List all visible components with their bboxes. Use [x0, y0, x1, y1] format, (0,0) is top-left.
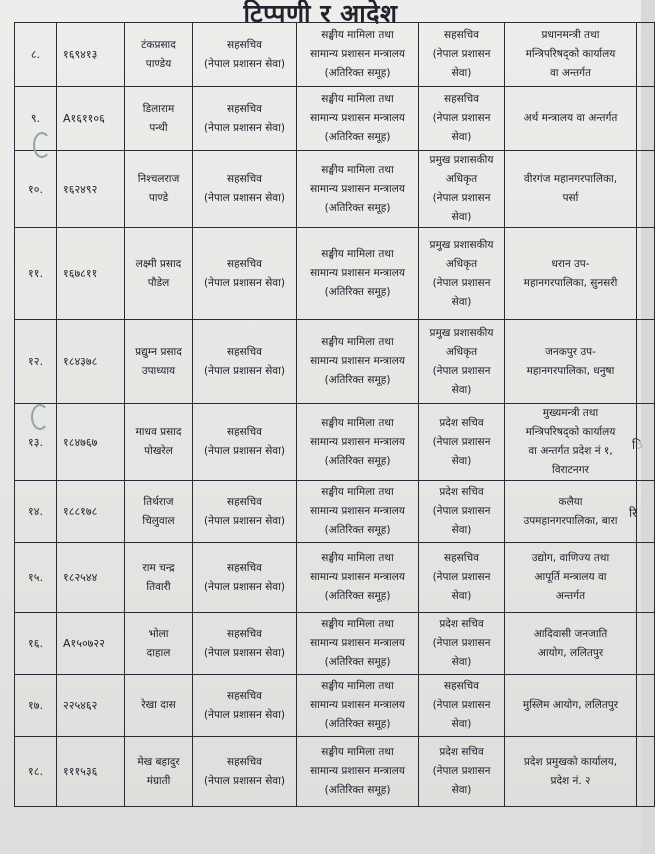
new-office-cell — [505, 23, 637, 87]
employee-name-cell — [125, 404, 193, 481]
new-post-cell — [419, 543, 505, 613]
serial-number-cell: १३. — [15, 404, 57, 481]
new-post-line: (नेपाल प्रशासन — [432, 112, 491, 124]
new-office-line: मन्त्रिपरिषद्को कार्यालय — [525, 48, 616, 60]
current-post-cell — [193, 543, 297, 613]
current-office-cell — [297, 543, 419, 613]
current-post-line: (नेपाल प्रशासन सेवा) — [204, 646, 285, 659]
employee-name-line: लक्ष्मी प्रसाद — [135, 257, 182, 270]
serial-number-cell: ८. — [15, 23, 57, 87]
current-office-line: (अतिरिक्त समूह) — [324, 718, 391, 730]
current-post-cell — [193, 404, 297, 481]
punch-hole-mark — [31, 404, 49, 430]
current-office-cell — [297, 481, 419, 543]
new-office-line: उद्योग, वाणिज्य तथा — [531, 552, 610, 564]
table-row — [15, 404, 655, 481]
employee-name-line: पाण्डे — [148, 192, 169, 204]
current-post-line: (नेपाल प्रशासन सेवा) — [204, 580, 285, 593]
current-post-line: (नेपाल प्रशासन सेवा) — [204, 445, 285, 457]
employee-name-line: निश्चलराज — [137, 173, 180, 185]
employee-name-line: मेख बहादुर — [137, 755, 180, 768]
current-office-line: (अतिरिक्त समूह) — [324, 67, 391, 79]
current-post-line: (नेपाल प्रशासन सेवा) — [204, 121, 285, 134]
new-office-cell — [505, 228, 637, 320]
current-post-line: सहसचिव — [227, 426, 262, 438]
cut-off-column-cell — [637, 87, 655, 151]
serial-number-cell: १५. — [15, 543, 57, 613]
current-post-line: (नेपाल प्रशासन सेवा) — [204, 774, 285, 787]
punch-hole-mark — [33, 132, 51, 158]
current-office-line: (अतिरिक्त समूह) — [324, 454, 391, 467]
new-office-line: धरान उप- — [551, 257, 590, 270]
current-office-line: सामान्य प्रशासन मन्त्रालय — [310, 505, 405, 517]
current-office-line: (अतिरिक्त समूह) — [324, 131, 391, 143]
cut-off-column-cell — [637, 675, 655, 737]
employee-name-cell — [125, 481, 193, 543]
current-post-line: सहसचिव — [227, 627, 262, 640]
table-row — [15, 151, 655, 228]
table-row — [15, 675, 655, 737]
employee-id-cell: १११५३६ — [57, 737, 125, 807]
employee-name-cell — [125, 737, 193, 807]
employee-name-line: रेखा दास — [141, 699, 176, 711]
employee-name-line: पौडेल — [147, 276, 170, 289]
cut-off-column-cell — [637, 320, 655, 404]
new-post-line: प्रदेश सचिव — [439, 618, 484, 630]
new-office-line: महानगरपालिका, धनुषा — [526, 364, 615, 377]
cut-off-column-cell — [637, 613, 655, 675]
current-office-line: (अतिरिक्त समूह) — [324, 784, 391, 796]
current-office-line: सङ्घीय मामिला तथा — [321, 416, 394, 429]
new-office-line: पर्सा — [562, 192, 579, 204]
current-office-line: सङ्घीय मामिला तथा — [321, 163, 394, 176]
new-office-line: प्रधानमन्त्री तथा — [541, 29, 600, 41]
new-post-line: सेवा) — [451, 67, 472, 79]
cut-off-column-cell — [637, 228, 655, 320]
table-row — [15, 320, 655, 404]
new-office-line: वीरगंज महानगरपालिका, — [523, 173, 618, 185]
employee-name-cell — [125, 613, 193, 675]
employee-id-cell: १८८१७८ — [57, 481, 125, 543]
employee-name-cell — [125, 151, 193, 228]
current-office-line: सङ्घीय मामिला तथा — [321, 248, 394, 260]
new-post-line: प्रदेश सचिव — [439, 416, 484, 429]
serial-number-cell: ११. — [15, 228, 57, 320]
edge-cut-text: ि — [632, 438, 643, 452]
new-post-line: सेवा) — [451, 211, 472, 223]
current-office-line: सामान्य प्रशासन मन्त्रालय — [310, 182, 405, 195]
new-post-line: सेवा) — [451, 656, 472, 668]
current-office-line: सामान्य प्रशासन मन्त्रालय — [310, 48, 405, 60]
current-office-line: सङ्घीय मामिला तथा — [321, 552, 394, 564]
employee-id-cell: १८४३७८ — [57, 320, 125, 404]
new-office-line: जनकपुर उप- — [545, 345, 596, 358]
new-post-cell — [419, 481, 505, 543]
current-post-line: (नेपाल प्रशासन सेवा) — [204, 514, 285, 527]
current-office-line: सामान्य प्रशासन मन्त्रालय — [310, 637, 405, 649]
serial-number-cell: १०. — [15, 151, 57, 228]
current-post-cell — [193, 737, 297, 807]
new-post-line: अधिकृत — [445, 345, 478, 358]
employee-name-line: पाण्डेय — [145, 57, 172, 70]
new-post-line: (नेपाल प्रशासन — [432, 637, 491, 649]
current-office-cell — [297, 23, 419, 87]
current-office-line: सङ्घीय मामिला तथा — [321, 746, 394, 758]
current-post-cell — [193, 613, 297, 675]
new-post-line: (नेपाल प्रशासन — [432, 571, 491, 583]
employee-id-cell: १६२४९२ — [57, 151, 125, 228]
new-office-line: आदिवासी जनजाति — [533, 627, 608, 640]
current-office-cell — [297, 87, 419, 151]
new-post-line: (नेपाल प्रशासन — [432, 48, 491, 60]
employee-name-cell — [125, 675, 193, 737]
current-office-line: (अतिरिक्त समूह) — [324, 374, 391, 386]
employee-name-line: टंकप्रसाद — [141, 38, 176, 51]
table-row — [15, 481, 655, 543]
current-office-line: (अतिरिक्त समूह) — [324, 524, 391, 536]
new-office-line: आयोग, ललितपुर — [537, 646, 604, 659]
current-office-line: सामान्य प्रशासन मन्त्रालय — [310, 765, 405, 777]
new-post-cell — [419, 87, 505, 151]
current-post-cell — [193, 87, 297, 151]
new-office-line: वा अन्तर्गत — [549, 67, 592, 79]
serial-number-cell: १६. — [15, 613, 57, 675]
new-post-cell — [419, 737, 505, 807]
current-office-line: सङ्घीय मामिला तथा — [321, 680, 394, 692]
new-post-cell — [419, 613, 505, 675]
current-post-line: सहसचिव — [227, 345, 262, 358]
new-post-line: (नेपाल प्रशासन — [432, 699, 491, 711]
current-office-line: सामान्य प्रशासन मन्त्रालय — [310, 355, 405, 367]
employee-id-cell: १६९४१३ — [57, 23, 125, 87]
new-post-cell — [419, 675, 505, 737]
new-post-cell — [419, 23, 505, 87]
current-post-cell — [193, 481, 297, 543]
current-post-line: (नेपाल प्रशासन सेवा) — [204, 276, 285, 289]
employee-name-line: चिलुवाल — [142, 514, 175, 527]
new-post-line: प्रमुख प्रशासकीय — [429, 154, 494, 166]
table-row — [15, 543, 655, 613]
new-office-cell — [505, 613, 637, 675]
current-post-cell — [193, 320, 297, 404]
new-office-line: आपूर्ति मन्त्रालय वा — [534, 571, 607, 583]
employee-name-line: पोखरेल — [144, 445, 173, 457]
table-row — [15, 228, 655, 320]
current-office-cell — [297, 613, 419, 675]
current-office-cell — [297, 675, 419, 737]
current-post-line: सहसचिव — [227, 38, 262, 51]
employee-id-cell: २२५४६२ — [57, 675, 125, 737]
serial-number-cell: १७. — [15, 675, 57, 737]
new-post-cell — [419, 404, 505, 481]
new-post-line: सहसचिव — [444, 29, 479, 41]
serial-number-cell: १२. — [15, 320, 57, 404]
current-post-line: सहसचिव — [227, 102, 262, 115]
current-office-line: सामान्य प्रशासन मन्त्रालय — [310, 571, 405, 583]
current-post-line: (नेपाल प्रशासन सेवा) — [204, 57, 285, 70]
new-post-line: सेवा) — [451, 524, 472, 536]
serial-number-cell: ९. — [15, 87, 57, 151]
new-office-cell — [505, 481, 637, 543]
cut-off-column-cell — [637, 481, 655, 543]
current-post-line: सहसचिव — [227, 495, 262, 508]
new-post-line: अधिकृत — [445, 257, 478, 270]
current-office-line: (अतिरिक्त समूह) — [324, 590, 391, 602]
table-row — [15, 87, 655, 151]
new-office-line: अन्तर्गत — [555, 590, 586, 602]
current-post-cell — [193, 675, 297, 737]
employee-name-cell — [125, 87, 193, 151]
employee-name-line: तिवारी — [146, 580, 171, 593]
new-post-line: (नेपाल प्रशासन — [432, 505, 491, 517]
employee-name-line: प्रद्युम्न प्रसाद — [135, 345, 182, 358]
transfer-table — [14, 22, 655, 807]
new-office-line: प्रदेश नं. २ — [550, 774, 591, 787]
employee-id-cell: A१५०७२२ — [57, 613, 125, 675]
cut-off-column-cell — [637, 151, 655, 228]
new-post-line: सेवा) — [451, 784, 472, 796]
current-office-line: सामान्य प्रशासन मन्त्रालय — [310, 112, 405, 124]
new-post-line: प्रदेश सचिव — [439, 746, 484, 758]
employee-name-cell — [125, 228, 193, 320]
current-office-cell — [297, 320, 419, 404]
employee-name-line: तिर्थराज — [143, 495, 174, 508]
new-post-line: सहसचिव — [444, 680, 479, 692]
current-post-cell — [193, 23, 297, 87]
current-office-cell — [297, 404, 419, 481]
page-heading: टिप्पणी र आदेश — [243, 0, 398, 28]
new-office-line: विराटनगर — [552, 464, 589, 476]
new-office-line: महानगरपालिका, सुनसरी — [523, 276, 618, 289]
current-office-line: सङ्घीय मामिला तथा — [321, 618, 394, 630]
current-office-cell — [297, 151, 419, 228]
current-post-line: सहसचिव — [227, 689, 262, 702]
current-office-line: सङ्घीय मामिला तथा — [321, 93, 394, 105]
employee-name-line: भोला — [148, 627, 169, 640]
new-post-line: (नेपाल प्रशासन — [432, 765, 491, 777]
current-office-line: सामान्य प्रशासन मन्त्रालय — [310, 435, 405, 448]
new-post-line: (नेपाल प्रशासन — [432, 435, 491, 448]
cut-off-column-cell — [637, 543, 655, 613]
new-office-cell — [505, 151, 637, 228]
new-post-line: सेवा) — [451, 590, 472, 602]
table-row — [15, 23, 655, 87]
new-office-cell — [505, 675, 637, 737]
new-post-cell — [419, 320, 505, 404]
new-office-line: प्रदेश प्रमुखको कार्यालय, — [523, 755, 618, 768]
current-post-line: सहसचिव — [227, 173, 262, 185]
employee-name-line: राम चन्द्र — [142, 561, 175, 574]
new-post-cell — [419, 151, 505, 228]
table-body — [15, 23, 655, 807]
current-office-line: सामान्य प्रशासन मन्त्रालय — [310, 267, 405, 279]
new-office-cell — [505, 320, 637, 404]
current-office-line: सङ्घीय मामिला तथा — [321, 486, 394, 498]
new-post-line: सेवा) — [451, 454, 472, 467]
current-post-line: (नेपाल प्रशासन सेवा) — [204, 364, 285, 377]
employee-name-cell — [125, 320, 193, 404]
employee-name-cell — [125, 23, 193, 87]
current-office-cell — [297, 228, 419, 320]
new-post-cell — [419, 228, 505, 320]
cut-off-column-cell — [637, 737, 655, 807]
current-office-line: सामान्य प्रशासन मन्त्रालय — [310, 699, 405, 711]
new-post-line: प्रदेश सचिव — [439, 486, 484, 498]
cut-off-column-cell — [637, 23, 655, 87]
current-office-line: सङ्घीय मामिला तथा — [321, 29, 394, 41]
new-office-cell — [505, 87, 637, 151]
employee-id-cell: १८२५४४ — [57, 543, 125, 613]
current-post-cell — [193, 228, 297, 320]
new-post-line: (नेपाल प्रशासन — [432, 192, 491, 204]
employee-id-cell: १६७८११ — [57, 228, 125, 320]
current-post-line: (नेपाल प्रशासन सेवा) — [204, 708, 285, 721]
new-office-line: अर्थ मन्त्रालय वा अन्तर्गत — [523, 112, 618, 124]
new-office-line: वा अन्तर्गत प्रदेश नं १, — [528, 445, 613, 457]
new-office-cell — [505, 404, 637, 481]
current-post-line: सहसचिव — [227, 755, 262, 768]
new-post-line: सहसचिव — [444, 93, 479, 105]
employee-name-line: मंग्राती — [146, 774, 171, 787]
employee-name-cell — [125, 543, 193, 613]
employee-name-line: माधव प्रसाद — [135, 426, 182, 438]
current-office-line: (अतिरिक्त समूह) — [324, 286, 391, 298]
new-post-line: सेवा) — [451, 131, 472, 143]
new-office-line: मुख्यमन्त्री तथा — [542, 407, 599, 419]
employee-name-line: दाहाल — [146, 646, 171, 659]
current-office-line: (अतिरिक्त समूह) — [324, 201, 391, 214]
new-post-line: सेवा) — [451, 383, 472, 396]
new-post-line: प्रमुख प्रशासकीय — [429, 326, 494, 339]
current-office-cell — [297, 737, 419, 807]
employee-name-line: उपाध्याय — [141, 364, 176, 377]
new-office-line: मन्त्रिपरिषद्को कार्यालय — [525, 426, 616, 438]
edge-cut-text: रि — [629, 506, 638, 520]
current-post-line: सहसचिव — [227, 561, 262, 574]
new-post-line: (नेपाल प्रशासन — [432, 364, 491, 377]
new-post-line: (नेपाल प्रशासन — [432, 276, 491, 289]
employee-name-line: डिलाराम — [142, 102, 175, 115]
serial-number-cell: १४. — [15, 481, 57, 543]
table-row — [15, 737, 655, 807]
new-post-line: प्रमुख प्रशासकीय — [429, 238, 494, 251]
new-office-cell — [505, 737, 637, 807]
new-post-line: सहसचिव — [444, 552, 479, 564]
new-office-line: कलैया — [558, 495, 583, 508]
table-row — [15, 613, 655, 675]
new-office-line: उपमहानगरपालिका, बारा — [523, 514, 618, 527]
employee-id-cell: A१६११०६ — [57, 87, 125, 151]
new-post-line: सेवा) — [451, 718, 472, 730]
current-post-cell — [193, 151, 297, 228]
employee-name-line: पन्थी — [149, 121, 168, 134]
new-post-line: सेवा) — [451, 295, 472, 308]
current-post-line: (नेपाल प्रशासन सेवा) — [204, 192, 285, 204]
current-office-line: सङ्घीय मामिला तथा — [321, 336, 394, 348]
employee-id-cell: १८४७६७ — [57, 404, 125, 481]
serial-number-cell: १८. — [15, 737, 57, 807]
current-office-line: (अतिरिक्त समूह) — [324, 656, 391, 668]
new-office-line: मुस्लिम आयोग, ललितपुर — [522, 699, 619, 711]
new-office-cell — [505, 543, 637, 613]
current-post-line: सहसचिव — [227, 257, 262, 270]
new-post-line: अधिकृत — [445, 173, 478, 185]
